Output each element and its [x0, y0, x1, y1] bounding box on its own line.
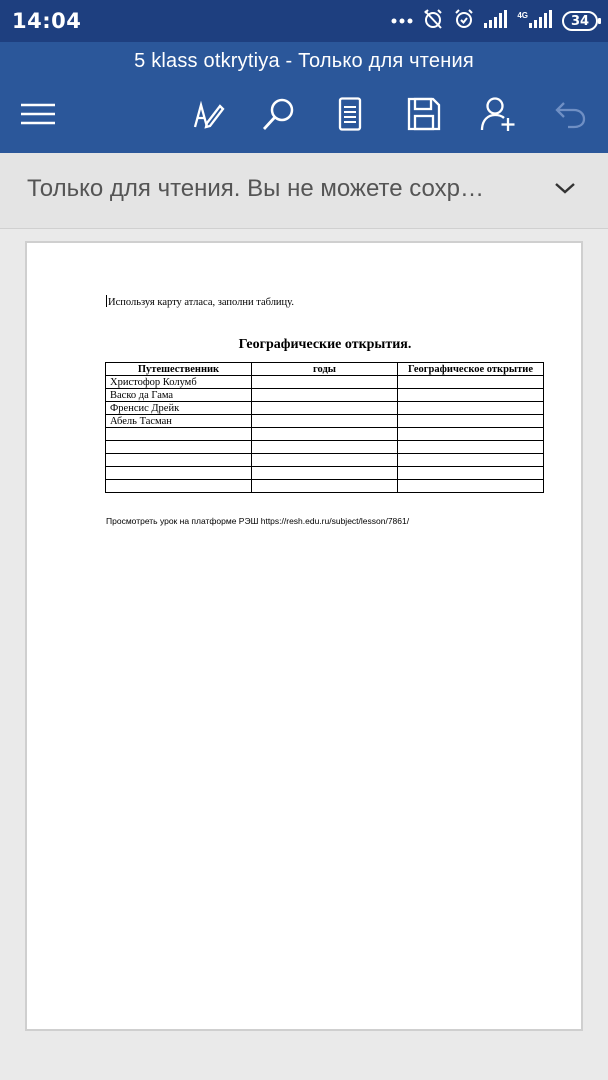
read-only-message: Только для чтения. Вы не можете сохр… — [27, 175, 484, 202]
table-row — [106, 441, 544, 454]
menu-button[interactable] — [16, 94, 60, 138]
share-person-icon — [480, 96, 516, 137]
table-header-cell: Географическое открытие — [398, 363, 544, 376]
status-bar — [0, 0, 608, 42]
document-title: 5 klass otkrytiya - Только для чтения — [134, 50, 474, 72]
signal-4g-icon — [529, 10, 553, 33]
table-row — [106, 480, 544, 493]
expand-info-button[interactable] — [550, 175, 580, 205]
table-cell — [106, 467, 252, 480]
search-button[interactable] — [257, 94, 301, 138]
alarm-off-icon — [422, 8, 444, 35]
status-icons — [391, 8, 598, 34]
table-cell — [398, 454, 544, 467]
table-row — [106, 454, 544, 467]
app-bar — [0, 42, 608, 153]
edit-button[interactable] — [186, 94, 230, 138]
menu-icon — [20, 102, 56, 131]
table-cell — [252, 467, 398, 480]
table-cell — [252, 428, 398, 441]
table-cell — [398, 467, 544, 480]
table-row — [106, 389, 544, 402]
discoveries-table — [105, 362, 544, 493]
undo-icon — [554, 99, 586, 134]
table-cell — [106, 428, 252, 441]
table-cell — [252, 454, 398, 467]
table-header-cell: годы — [252, 363, 398, 376]
table-cell — [398, 480, 544, 493]
table-cell — [398, 402, 544, 415]
table-cell: Христофор Колумб — [106, 376, 252, 389]
undo-button[interactable] — [548, 94, 592, 138]
table-cell — [106, 480, 252, 493]
table-cell — [398, 415, 544, 428]
save-button[interactable] — [402, 94, 446, 138]
alarm-icon — [453, 8, 475, 35]
table-cell: Абель Тасман — [106, 415, 252, 428]
table-cell — [398, 441, 544, 454]
mobile-view-icon — [338, 97, 362, 136]
read-only-info-bar[interactable] — [0, 153, 608, 229]
table-cell — [252, 415, 398, 428]
table-cell — [252, 441, 398, 454]
table-row — [106, 376, 544, 389]
table-cell — [106, 454, 252, 467]
table-row — [106, 402, 544, 415]
table-cell — [252, 389, 398, 402]
table-cell: Васко да Гама — [106, 389, 252, 402]
edit-pen-icon — [191, 97, 225, 136]
chevron-down-icon — [554, 181, 576, 200]
table-cell — [252, 402, 398, 415]
share-button[interactable] — [476, 94, 520, 138]
battery-icon: 34 — [562, 11, 598, 31]
lesson-link-note: Просмотреть урок на платформе РЭШ https://resh.edu.ru/subject/lesson/7861/ — [106, 516, 410, 526]
more-dots-icon — [391, 12, 413, 30]
network-type: 4G — [517, 10, 528, 20]
table-header-row — [106, 363, 544, 376]
document-intro — [106, 295, 294, 308]
status-time: 14:04 — [12, 9, 82, 33]
text-cursor — [106, 295, 107, 307]
table-cell — [252, 480, 398, 493]
table-row — [106, 467, 544, 480]
table-cell — [398, 428, 544, 441]
table-cell — [398, 376, 544, 389]
table-cell — [398, 389, 544, 402]
document-page[interactable] — [25, 241, 583, 1031]
table-cell: Френсис Дрейк — [106, 402, 252, 415]
table-header-cell: Путешественник — [106, 363, 252, 376]
search-icon — [261, 96, 297, 137]
table-cell — [252, 376, 398, 389]
table-row — [106, 428, 544, 441]
save-icon — [407, 97, 441, 136]
document-heading: Географические открытия. — [238, 337, 412, 352]
table-row — [106, 415, 544, 428]
intro-text: Используя карту атласа, заполни таблицу. — [108, 297, 294, 308]
table-cell — [106, 441, 252, 454]
signal-icon — [484, 10, 508, 33]
mobile-view-button[interactable] — [328, 94, 372, 138]
